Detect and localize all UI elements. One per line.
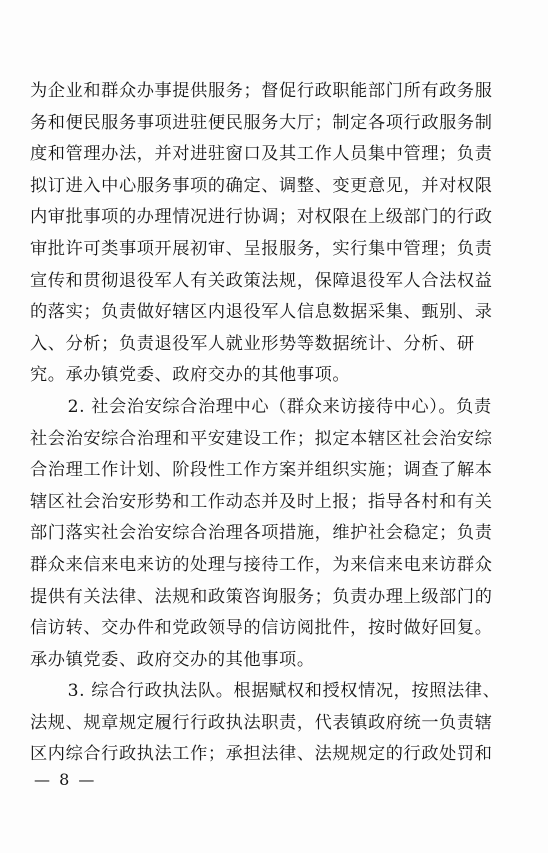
text-line: 度和管理办法，并对进驻窗口及其工作人员集中管理；负责: [30, 144, 493, 165]
text-line: 内审批事项的办理情况进行协调；对权限在上级部门的行政: [30, 207, 493, 228]
section-heading-line: 2. 社会治安综合治理中心（群众来访接待中心）。负责: [32, 396, 492, 417]
text-line: 为企业和群众办事提供服务；督促行政职能部门所有政务服: [30, 81, 493, 101]
text-line: 区内综合行政执法工作；承担法律、法规规定的行政处罚和: [30, 744, 493, 765]
page-number: — 8 —: [34, 770, 97, 789]
section-heading-line: 3. 综合行政执法队。根据赋权和授权情况，按照法律、: [32, 681, 501, 702]
text-line: 入、分析；负责退役军人就业形势等数据统计、分析、研: [30, 333, 475, 354]
text-line: 信访转、交办件和党政领导的信访阅批件，按时做好回复。: [30, 618, 493, 639]
text-line: 法规、规章规定履行行政执法职责，代表镇政府统一负责辖: [30, 712, 493, 733]
text-line: 承办镇党委、政府交办的其他事项。: [30, 649, 315, 670]
text-line: 审批许可类事项开展初审、呈报服务，实行集中管理；负责: [30, 238, 493, 259]
text-line: 宣传和贯彻退役军人有关政策法规，保障退役军人合法权益: [30, 270, 493, 291]
text-line: 的落实；负责做好辖区内退役军人信息数据采集、甄别、录: [30, 302, 493, 323]
text-line: 究。承办镇党委、政府交办的其他事项。: [30, 365, 351, 386]
text-line: 拟订进入中心服务事项的确定、调整、变更意见，并对权限: [30, 175, 493, 196]
text-line: 辖区社会治安形势和工作动态并及时上报；指导各村和有关: [30, 491, 493, 512]
text-line: 社会治安综合治理和平安建设工作；拟定本辖区社会治安综: [30, 428, 493, 449]
text-line: 合治理工作计划、阶段性工作方案并组织实施；调查了解本: [30, 460, 493, 481]
body-text: [30, 76, 520, 771]
text-line: 提供有关法律、法规和政策咨询服务；负责办理上级部门的: [30, 586, 493, 607]
text-line: 务和便民服务事项进驻便民服务大厅；制定各项行政服务制: [30, 112, 493, 133]
text-line: 部门落实社会治安综合治理各项措施，维护社会稳定；负责: [30, 523, 493, 544]
text-line: 群众来信来电来访的处理与接待工作，为来信来电来访群众: [30, 554, 493, 575]
